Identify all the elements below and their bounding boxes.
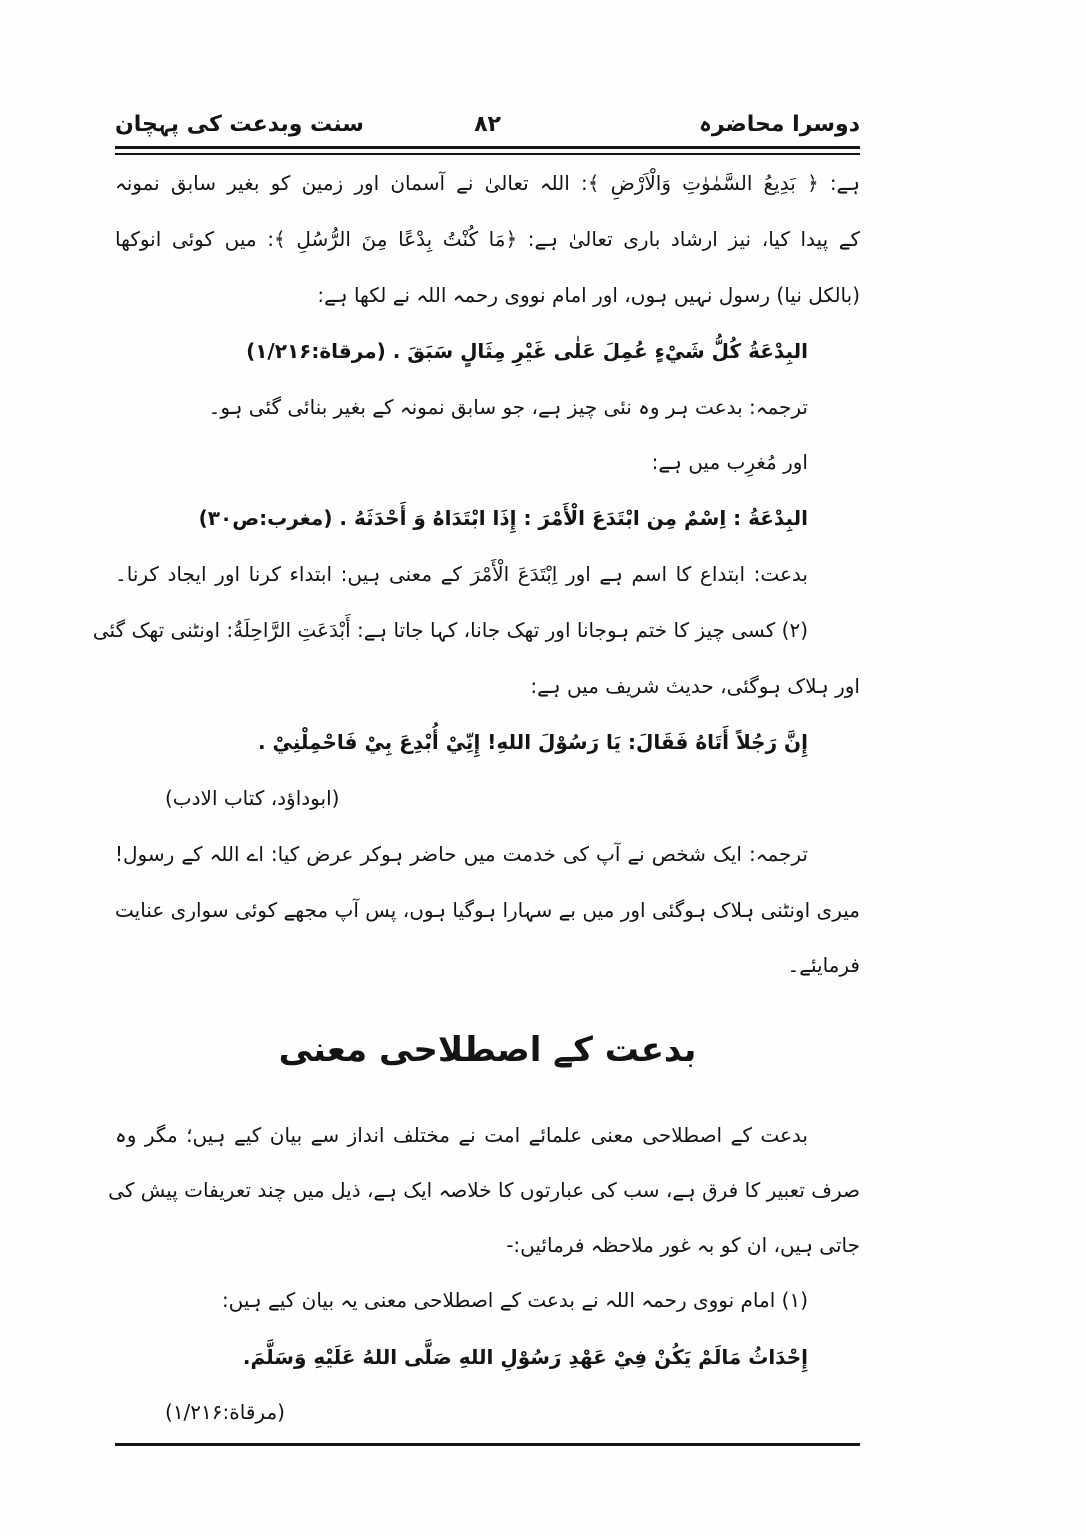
paragraph-line: (۱) امام نووی رحمہ اللہ نے بدعت کے اصطلاحی معنی یہ بیان کیے ہیں: bbox=[221, 1288, 808, 1312]
section-heading: بدعت کے اصطلاحی معنی bbox=[278, 1030, 697, 1070]
header-rule-thick bbox=[115, 146, 860, 149]
arabic-definition-line: البِدْعَةُ : اِسْمٌ مِن ابْتَدَعَ الْأَمْرَ : إِذَا ابْتَدَاهُ وَ أَحْدَثَهُ . (مغرب:ص۳۰) bbox=[198, 506, 808, 530]
paragraph-line: صرف تعبیر کا فرق ہے، سب کی عبارتوں کا خلاصہ ایک ہے، ذیل میں چند تعریفات پیش کی bbox=[108, 1178, 860, 1202]
footer-rule bbox=[115, 1443, 860, 1446]
book-title: سنت وبدعت کی پہچان bbox=[115, 112, 364, 137]
citation: (مرقاة:۱/۲۱۶) bbox=[165, 1400, 285, 1424]
chapter-title: دوسرا محاضرہ bbox=[698, 112, 860, 137]
paragraph-line: اور ہلاک ہوگئی، حدیث شریف میں ہے: bbox=[530, 674, 860, 698]
arabic-definition-line: إِحْدَاثُ مَالَمْ يَكُنْ فِيْ عَهْدِ رَسُوْلِ اللهِ صَلَّى اللهُ عَلَيْهِ وَسَلَّمَ. bbox=[242, 1345, 808, 1369]
translation-line: فرمایئے۔ bbox=[787, 953, 860, 977]
paragraph-line: جاتی ہیں، ان کو بہ غور ملاحظہ فرمائیں:- bbox=[506, 1233, 860, 1257]
hadith-quote-line: إِنَّ رَجُلاً أَتَاهُ فَقَالَ: يَا رَسُوْلَ اللهِ! إِنِّيْ أُبْدِعَ بِيْ فَاحْمِلْنِيْ . bbox=[257, 730, 808, 754]
translation-line: بدعت: ابتداع کا اسم ہے اور اِبْتَدَعَ الْأَمْرَ کے معنی ہیں: ابتداء کرنا اور ایجاد کرنا۔ bbox=[115, 562, 808, 586]
paragraph-line: (بالکل نیا) رسول نہیں ہوں، اور امام نووی رحمہ اللہ نے لکھا ہے: bbox=[317, 283, 860, 307]
translation-line: میری اونٹنی ہلاک ہوگئی اور میں بے سہارا ہوگیا ہوں، پس آپ مجھے کوئی سواری عنایت bbox=[115, 898, 860, 922]
translation-line: ترجمہ: ایک شخص نے آپ کی خدمت میں حاضر ہوکر عرض کیا: اے اللہ کے رسول! bbox=[115, 842, 808, 866]
citation: (ابوداؤد، کتاب الادب) bbox=[165, 786, 340, 810]
paragraph-line: (۲) کسی چیز کا ختم ہوجانا اور تھک جانا، کہا جاتا ہے: أَبْدَعَتِ الرَّاحِلَةُ: اونٹنی تھک گئی bbox=[92, 618, 808, 642]
paragraph-line: ہے: ﴿ بَدِيعُ السَّمٰوٰتِ وَالْاَرْضِ ﴾: اللہ تعالیٰ نے آسمان اور زمین کو بغیر سابق نمونہ bbox=[115, 171, 860, 195]
paragraph-line: کے پیدا کیا، نیز ارشاد باری تعالیٰ ہے: ﴿مَا كُنْتُ بِدْعًا مِنَ الرُّسُلِ ﴾: میں کوئی انوکھا bbox=[115, 227, 860, 251]
header-rule-thin bbox=[115, 153, 860, 155]
paragraph-line: اور مُغرِب میں ہے: bbox=[651, 450, 808, 474]
translation-line: ترجمہ: بدعت ہر وہ نئی چیز ہے، جو سابق نمونہ کے بغیر بنائی گئی ہو۔ bbox=[208, 395, 808, 419]
page-number: ۸۲ bbox=[474, 112, 501, 137]
arabic-definition-line: البِدْعَةُ كُلُّ شَيْءٍ عُمِلَ عَلٰى غَيْرِ مِثَالٍ سَبَقَ . (مرقاة:۱/۲۱۶) bbox=[246, 339, 808, 363]
paragraph-line: بدعت کے اصطلاحی معنی علمائے امت نے مختلف انداز سے بیان کیے ہیں؛ مگر وہ bbox=[115, 1123, 808, 1147]
